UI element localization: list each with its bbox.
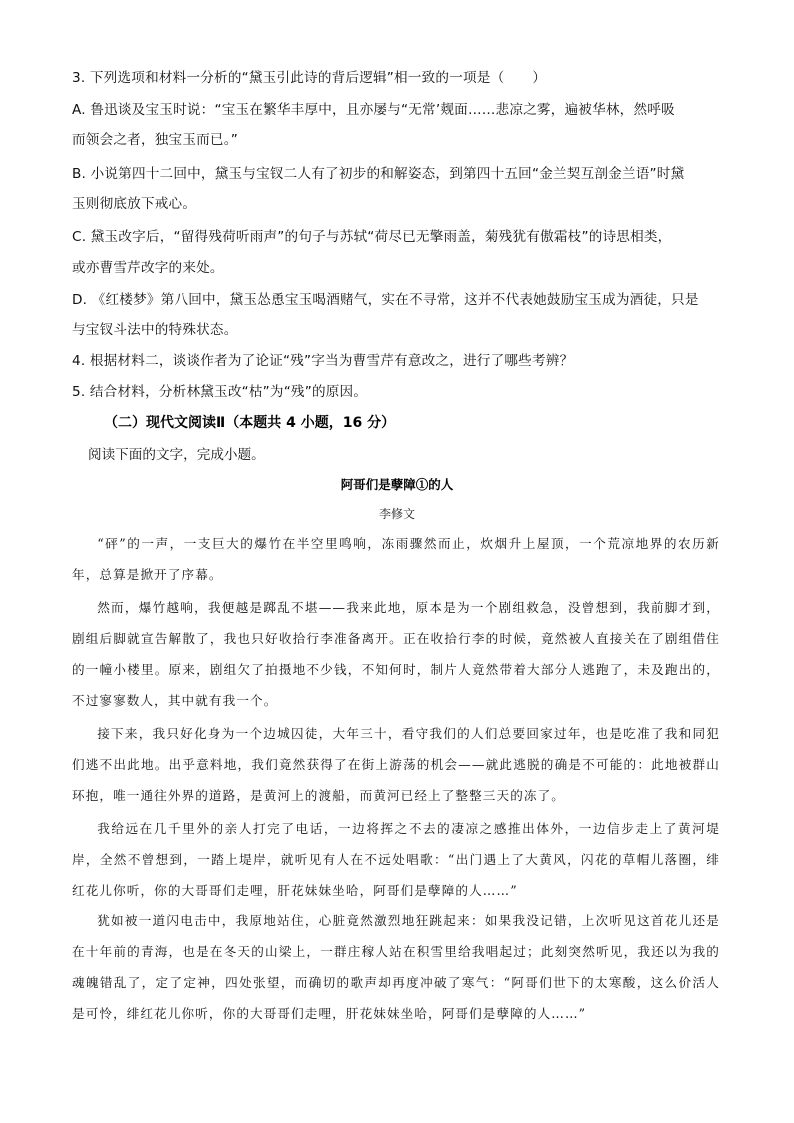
- passage-paragraph-1: “砰”的一声，一支巨大的爆竹在半空里鸣响，冻雨骤然而止，炊烟升上屋顶，一个荒凉地界的农历新年，总算是掀开了序幕。: [72, 536, 720, 582]
- question-3-text: 3. 下列选项和材料一分析的“黛玉引此诗的背后逻辑”相一致的一项是（: [72, 70, 505, 86]
- question-5: 5. 结合材料，分析林黛玉改“枯”为“残”的原因。: [72, 384, 368, 400]
- passage-paragraph-5: 犹如被一道闪电击中，我原地站住，心脏竟然激烈地狂跳起来：如果我没记错，上次听见这首花儿还是在十年前的青海，也是在冬天的山梁上，一群庄稼人站在积雪里给我唱起过；此刻突然听见，我还以为我的魂魄错乱了，定了定神，四处张望，而确切的歌声却再度冲破了寒气：“阿哥们世下的太寒酸，这么价活人是可怜，绯红花儿你听，你的大哥哥们走哩，肝花妹妹坐哈，阿哥们是孽障的人……”: [72, 913, 720, 1021]
- option-d-line-1: D. 《红楼梦》第八回中，黛玉怂恿宝玉喝酒赌气，实在不寻常，这并不代表她鼓励宝玉成为酒徒，只是: [72, 292, 699, 308]
- passage-author: 李修文: [378, 507, 415, 521]
- option-a-line-2: 而领会之者，独宝玉而已。”: [72, 132, 238, 148]
- passage-paragraph-4: 我给远在几千里外的亲人打完了电话，一边将挥之不去的凄凉之感推出体外，一边信步走上了黄河堤岸，全然不曾想到，一踏上堤岸，就听见有人在不远处唱歌：“出门遇上了大黄风，闪花的草帽儿落圈，绯红花儿你听，你的大哥哥们走哩，肝花妹妹坐哈，阿哥们是孽障的人……”: [72, 821, 720, 898]
- section-title: （二）现代文阅读Ⅱ（本题共 4 小题，16 分）: [104, 415, 396, 431]
- question-3-close-paren: ）: [532, 70, 547, 86]
- passage-paragraph-2: 然而，爆竹越响，我便越是踯乱不堪——我来此地，原本是为一个剧组救急，没曾想到，我前脚才到，剧组后脚就宣告解散了，我也只好收拾行李准备离开。正在收拾行李的时候，竟然被人直接关在了剧组借住的一幢小楼里。原来，剧组欠了拍摄地不少钱，不知何时，制片人竟然带着大部分人逃跑了，未及跑出的，不过寥寥数人，其中就有我一个。: [72, 600, 720, 708]
- option-b-line-1: B. 小说第四十二回中，黛玉与宝钗二人有了初步的和解姿态，到第四十五回“金兰契互剖金兰语”时黛: [72, 166, 685, 182]
- section-instruction: 阅读下面的文字，完成小题。: [88, 447, 265, 463]
- option-a-line-1: A. 鲁迅谈及宝玉时说：“宝玉在繁华丰厚中，且亦屡与“无常’觌面……悲凉之雾，遍被华林，然呼吸: [72, 102, 675, 118]
- passage-title: 阿哥们是孽障①的人: [340, 477, 454, 492]
- passage-paragraph-3: 接下来，我只好化身为一个边城囚徒，大年三十，看守我们的人们总要回家过年，也是吃准了我和同犯们逃不出此地。出乎意料地，我们竟然获得了在街上游荡的机会——就此逃脱的确是不可能的：此地被群山环抱，唯一通往外界的道路，是黄河上的渡船，而黄河已经上了整整三天的冻了。: [72, 726, 720, 803]
- question-3-stem: [72, 66, 720, 86]
- option-c-line-1: C. 黛玉改字后，“留得残荷听雨声”的句子与苏轼“荷尽已无擎雨盖，菊残犹有傲霜枝”的诗思相类，: [72, 229, 672, 245]
- option-b-line-2: 玉则彻底放下戒心。: [72, 196, 197, 212]
- question-4: 4. 根据材料二，谈谈作者为了论证“残”字当为曹雪芹有意改之，进行了哪些考辨？: [72, 353, 574, 369]
- option-d-line-2: 与宝钗斗法中的特殊状态。: [72, 322, 238, 338]
- option-c-line-2: 或亦曹雪芹改字的来处。: [72, 260, 224, 276]
